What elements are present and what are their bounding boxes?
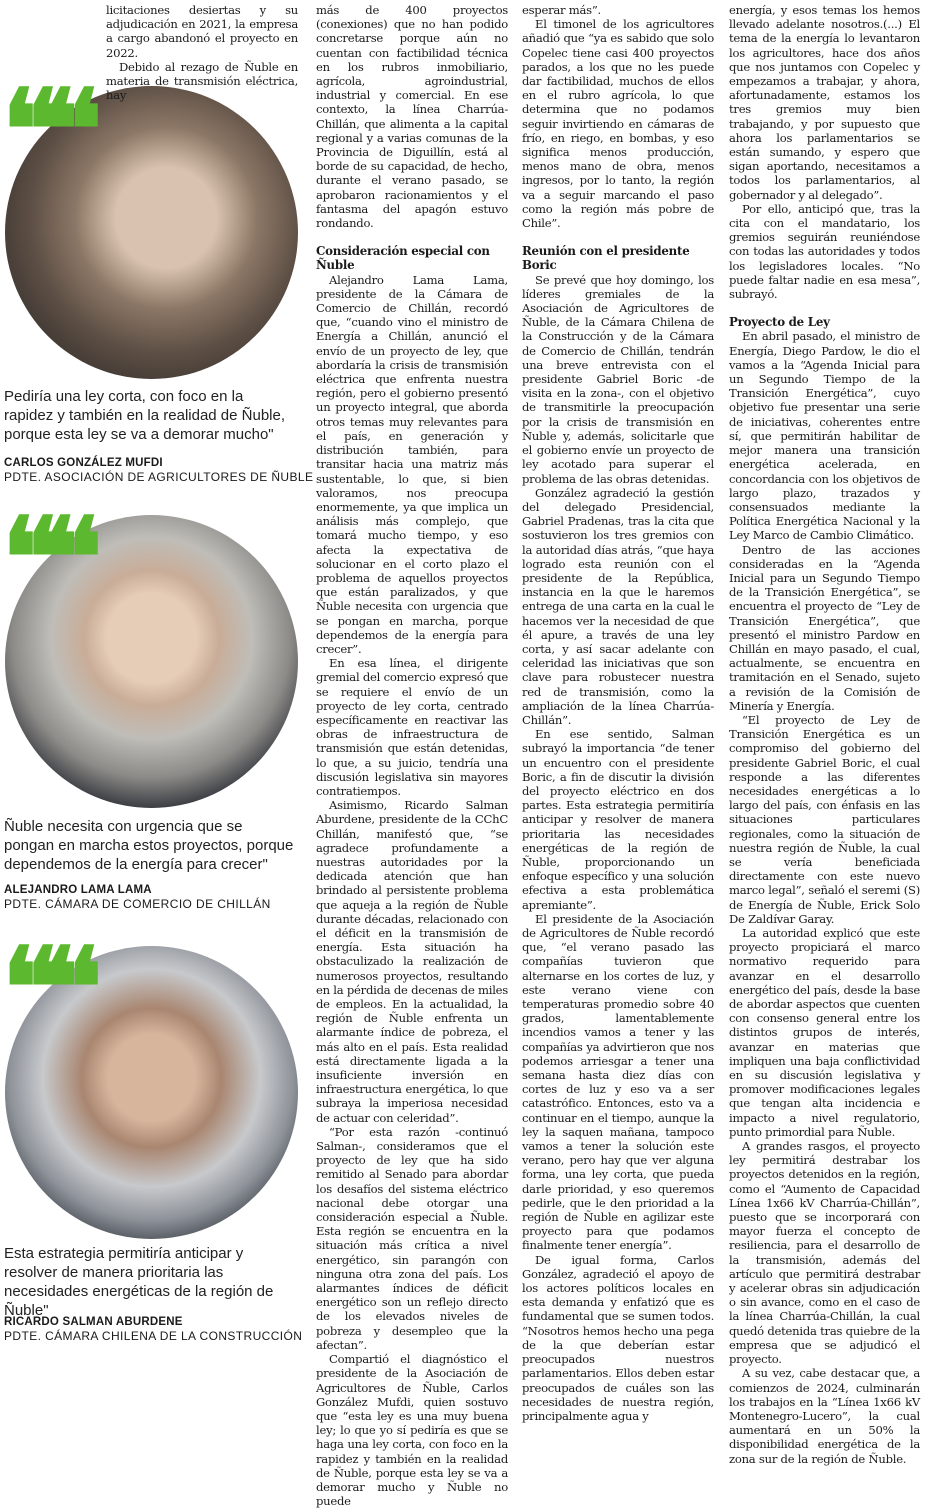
quote-author-name: ALEJANDRO LAMA LAMA xyxy=(4,884,152,896)
article-paragraph: En ese sentido, Salman subrayó la importancia “de tener un encuentro con el presidente Boric, a fin de discutir la división del proyecto eléctrico en dos partes. Esta estrategia permitiría anticipar y resolver de manera prioritaria las necesidades energéticas de la región de Ñuble, proporcionando un enfoque específico y una solución efectiva a esta problemática apremiante”. xyxy=(522,727,714,912)
column-1-text xyxy=(106,3,298,102)
article-paragraph: licitaciones desiertas y su adjudicación en 2021, la empresa a cargo abandonó el proyecto en 2022. xyxy=(106,3,298,60)
article-paragraph: De igual forma, Carlos González, agradeció el apoyo de los actores políticos locales en esta demanda y enfatizó que es fundamental que se sumen todos. “Nosotros hemos hecho una pega de la que deberían estar preocupados nuestros parlamentarios. Ellos deben estar preocupados de cuáles son las necesidades de nuestra región, principalmente agua y xyxy=(522,1252,714,1423)
article-paragraph: energía, y esos temas los hemos llevado adelante nosotros.(...) El tema de la energía lo levantaron los agricultores, hace dos años que nos juntamos con Copelec y empezamos a trabajar, y ahora, afortunadamente, estamos los tres gremios muy bien trabajando, y por supuesto que ahora los parlamentarios se están sumando, y espero que sigan aportando, necesitamos a todos los parlamentarios, al gobernador y al delegado”. xyxy=(729,3,920,202)
article-paragraph: Debido al rezago de Ñuble en materia de transmisión eléctrica, hay xyxy=(106,59,298,103)
quote-author-role: PDTE. CÁMARA DE COMERCIO DE CHILLÁN xyxy=(4,897,271,911)
article-paragraph: “El proyecto de Ley de Transición Energética es un compromiso del gobierno del presidente Gabriel Boric, el cual responde a las diferentes necesidades energéticas a lo largo del país, con énfasis en las situaciones particulares regionales, como la situación de nuestra región de Ñuble, la cual se vería beneficiada directamente con este nuevo marco legal”, señaló el seremi (S) de Energía de Ñuble, Erick Solo De Zaldívar Garay. xyxy=(729,712,920,926)
quote-icon: ❝❝ xyxy=(2,65,85,194)
article-paragraph: El timonel de los agricultores añadió que “ya es sabido que solo Copelec tiene casi 400 proyectos parados, a los que no les puede dar factibilidad, muchos de ellos en el rubro agrícola, lo que determina que no podamos seguir invirtiendo en cámaras de frío, en riego, en bombas, y eso significa menos producción, menos mano de obra, menos ingresos, por lo tanto, la región va a seguir marcando el paso como la región más pobre de Chile”. xyxy=(522,17,714,231)
quote-author-name: RICARDO SALMAN ABURDENE xyxy=(4,1316,183,1328)
section-heading: Reunión con el presidente Boric xyxy=(522,244,690,273)
article-paragraph: A su vez, cabe destacar que, a comienzos de 2024, culminarán los trabajos en la “Línea 1x66 kV Montenegro-Lucero”, la cual aumentará en un 50% la disponibilidad energética de la zona sur de la región de Ñuble. xyxy=(729,1366,920,1466)
article-paragraph: La autoridad explicó que este proyecto propiciará el marco normativo requerido para avanzar en el desarrollo energético del país, desde la base de abordar aspectos que cuenten con consenso general entre los distintos grupos de interés, avanzar en materias que impliquen una baja conflictividad en su discusión legislativa y promover modificaciones legales que tengan alta incidencia e impacto a nivel regulatorio, punto primordial para Ñuble. xyxy=(729,926,920,1139)
article-paragraph: más de 400 proyectos (conexiones) que no han podido concretarse porque aún no cuentan con factibilidad técnica en los rubros inmobiliario, agrícola, agroindustrial, industrial y comercial. En ese contexto, la línea Charrúa-Chillán, que alimenta a la capital regional y a varias comunas de la Provincia de Diguillín, está al borde de su capacidad, de hecho, durante el verano pasado, se aprobaron racionamientos y el fantasma del apagón estuvo rondando. xyxy=(316,3,508,231)
column-2-text xyxy=(316,3,508,1508)
quote-icon: ❝❝ xyxy=(2,493,85,622)
section-heading: Consideración especial con Ñuble xyxy=(316,244,490,273)
article-paragraph: Alejandro Lama Lama, presidente de la Cámara de Comercio de Chillán, recordó que, “cuando vino el ministro de Energía a Chillán, anunció el envío de un proyecto de ley, que abordaría la crisis de transmisión eléctrica que enfrenta nuestra región, pero el gobierno presentó un proyecto integral, que aborda otros temas muy relevantes para el país, en generación y distribución también, para transitar hacia una matriz más sustentable, lo que, si bien valoramos, nos preocupa enormemente, ya que implica un análisis más complejo, que tomará mucho tiempo, y eso afecta la expectativa de solucionar en el corto plazo el problema de aquellos proyectos que están paralizados, y que Ñuble necesita con urgencia que se pongan en marcha, porque dependemos de la energía para crecer”. xyxy=(316,272,508,656)
section-heading: Proyecto de Ley xyxy=(729,315,830,330)
quote-author-name: CARLOS GONZÁLEZ MUFDI xyxy=(4,457,163,469)
column-4-text xyxy=(729,3,920,1466)
article-paragraph: “Por esta razón -continuó Salman-, consideramos que el proyecto de ley que ha sido remitido al Senado para abordar los desafíos del sistema eléctrico nacional debe otorgar una consideración especial a Ñuble. Esta región se encuentra en la situación más crítica a nivel energético, sin parangón con ninguna otra zona del país. Los alarmantes índices de déficit energético son un reflejo directo de los elevados niveles de pobreza y desempleo que la afectan”. xyxy=(316,1124,508,1352)
article-paragraph: En abril pasado, el ministro de Energía, Diego Pardow, le dio el vamos a la “Agenda Inicial para un Segundo Tiempo de la Transición Energética”, cuyo objetivo fue presentar una serie de iniciativas, coherentes entre sí, que permitirán habilitar de mejor manera una transición energética acelerada, en concordancia con los objetivos de largo plazo, trazados y consensuados mediante la Política Energética Nacional y la Ley Marco de Cambio Climático. xyxy=(729,329,920,543)
article-paragraph: Compartió el diagnóstico el presidente de la Asociación de Agricultores de Ñuble, Carlos González Mufdi, quien sostuvo que “esta ley es una muy buena ley; lo que yo sí pediría es que se haga una ley corta, con foco en la rapidez y también en la realidad de Ñuble, porque esta ley se va a demorar mucho y Ñuble no puede xyxy=(316,1352,508,1508)
article-paragraph: esperar más”. xyxy=(522,3,601,17)
article-paragraph: González agradeció la gestión del delegado Presidencial, Gabriel Pradenas, tras la cita que sostuvieron los tres gremios con la autoridad días atrás, “que haya logrado esta reunión con el presidente de la República, instancia en la que le haremos entrega de una carta en la cual le hacemos ver la necesidad de que él apure, a través de una ley corta, y así sacar adelante con celeridad las iniciativas que son clave para robustecer nuestra red de transmisión, como la ampliación de la línea Charrúa-Chillán”. xyxy=(522,485,714,727)
article-paragraph: El presidente de la Asociación de Agricultores de Ñuble recordó que, “el verano pasado las compañías tuvieron que alternarse en los cortes de luz, y este verano viene con temperaturas promedio sobre 40 grados, lamentablemente incendios vamos a tener y las compañías ya advirtieron que nos podemos arriesgar a tener una semana hasta diez días con cortes de luz y eso va a ser catastrófico. Entonces, esto va a continuar en el tiempo, aunque la ley la saquen mañana, tampoco vamos a tener la solución este verano, pero hay que ver alguna forma, una ley corta, que pueda darle prioridad, y eso queremos pedirle, que le den prioridad a la región de Ñuble en agilizar este proyecto para que podamos finalmente tener energía”. xyxy=(522,911,714,1253)
column-3-text xyxy=(522,3,714,1423)
article-paragraph: En esa línea, el dirigente gremial del comercio expresó que se requiere el envío de un proyecto de ley corta, centrado específicamente en reactivar las obras de infraestructura de transmisión que están detenidas, lo que, a su juicio, tendría una discusión legislativa sin mayores contratiempos. xyxy=(316,656,508,798)
article-paragraph: A grandes rasgos, el proyecto ley permitirá destrabar los proyectos detenidos en la región, como el “Aumento de Capacidad Línea 1x66 kV Charrúa-Chillán”, puesto que se incorporará con mayor fuerza el concepto de resiliencia, para el desarrollo de la transmisión, además del artículo que permitirá destrabar y acelerar obras sin adjudicación o sin avance, como en el caso de la línea Charrúa-Chillán, la cual quedó detenida tras quiebre de la empresa que se adjudicó el proyecto. xyxy=(729,1139,920,1367)
quote-icon: ❝❝ xyxy=(2,923,85,1052)
quote-author-role: PDTE. ASOCIACIÓN DE AGRICULTORES DE ÑUBLE xyxy=(4,470,314,484)
quote-text: Pediría una ley corta, con foco en la rapidez y también en la realidad de Ñuble, porque esta ley se va a demorar mucho" xyxy=(4,388,286,443)
article-paragraph: Dentro de las acciones consideradas en la “Agenda Inicial para un Segundo Tiempo de la Transición Energética”, se encuentra el proyecto de “Ley de Transición Energética”, que presentó el ministro Pardow en Chillán en mayo pasado, el cual, actualmente, se encuentra en tramitación en el Senado, sujeto a revisión de la Comisión de Minería y Energía. xyxy=(729,542,920,713)
article-paragraph: Se prevé que hoy domingo, los líderes gremiales de la Asociación de Agricultores de Ñuble, de la Cámara Chilena de la Construcción y de la Cámara de Comercio de Chillán, tendrán una breve entrevista con el presidente Gabriel Boric -de visita en la zona-, con el objetivo de transmitirle la preocupación por la crisis de transmisión en Ñuble y, además, solicitarle que el gobierno envíe un proyecto de ley acotado para superar el problema de las obras detenidas. xyxy=(522,272,714,486)
quote-text: Esta estrategia permitiría anticipar y resolver de manera prioritaria las necesidades energéticas de la región de Ñuble" xyxy=(4,1245,274,1319)
article-paragraph: Asimismo, Ricardo Salman Aburdene, presidente de la CChC Chillán, manifestó que, “se agradece profundamente a nuestras autoridades por la dedicada atención que han brindado al persistente problema que aqueja a la región de Ñuble durante décadas, relacionado con el déficit en la transmisión de energía. Esta situación ha obstaculizado la realización de numerosos proyectos, resultando en la pérdida de decenas de miles de empleos. En la actualidad, la región de Ñuble enfrenta un alarmante índice de pobreza, el más alto en el país. Esta realidad está directamente ligada a la insuficiente inversión en infraestructura energética, lo que subraya la imperiosa necesidad de actuar con celeridad”. xyxy=(316,798,508,1125)
quote-author-role: PDTE. CÁMARA CHILENA DE LA CONSTRUCCIÓN xyxy=(4,1329,303,1343)
article-paragraph: Por ello, anticipó que, tras la cita con el mandatario, los gremios seguirán reuniéndose con todas las autoridades y todos los legisladores locales. “No puede faltar nadie en esa mesa”, subrayó. xyxy=(729,201,920,302)
quote-text: Ñuble necesita con urgencia que se pongan en marcha estos proyectos, porque dependemos de la energía para crecer" xyxy=(4,818,294,873)
